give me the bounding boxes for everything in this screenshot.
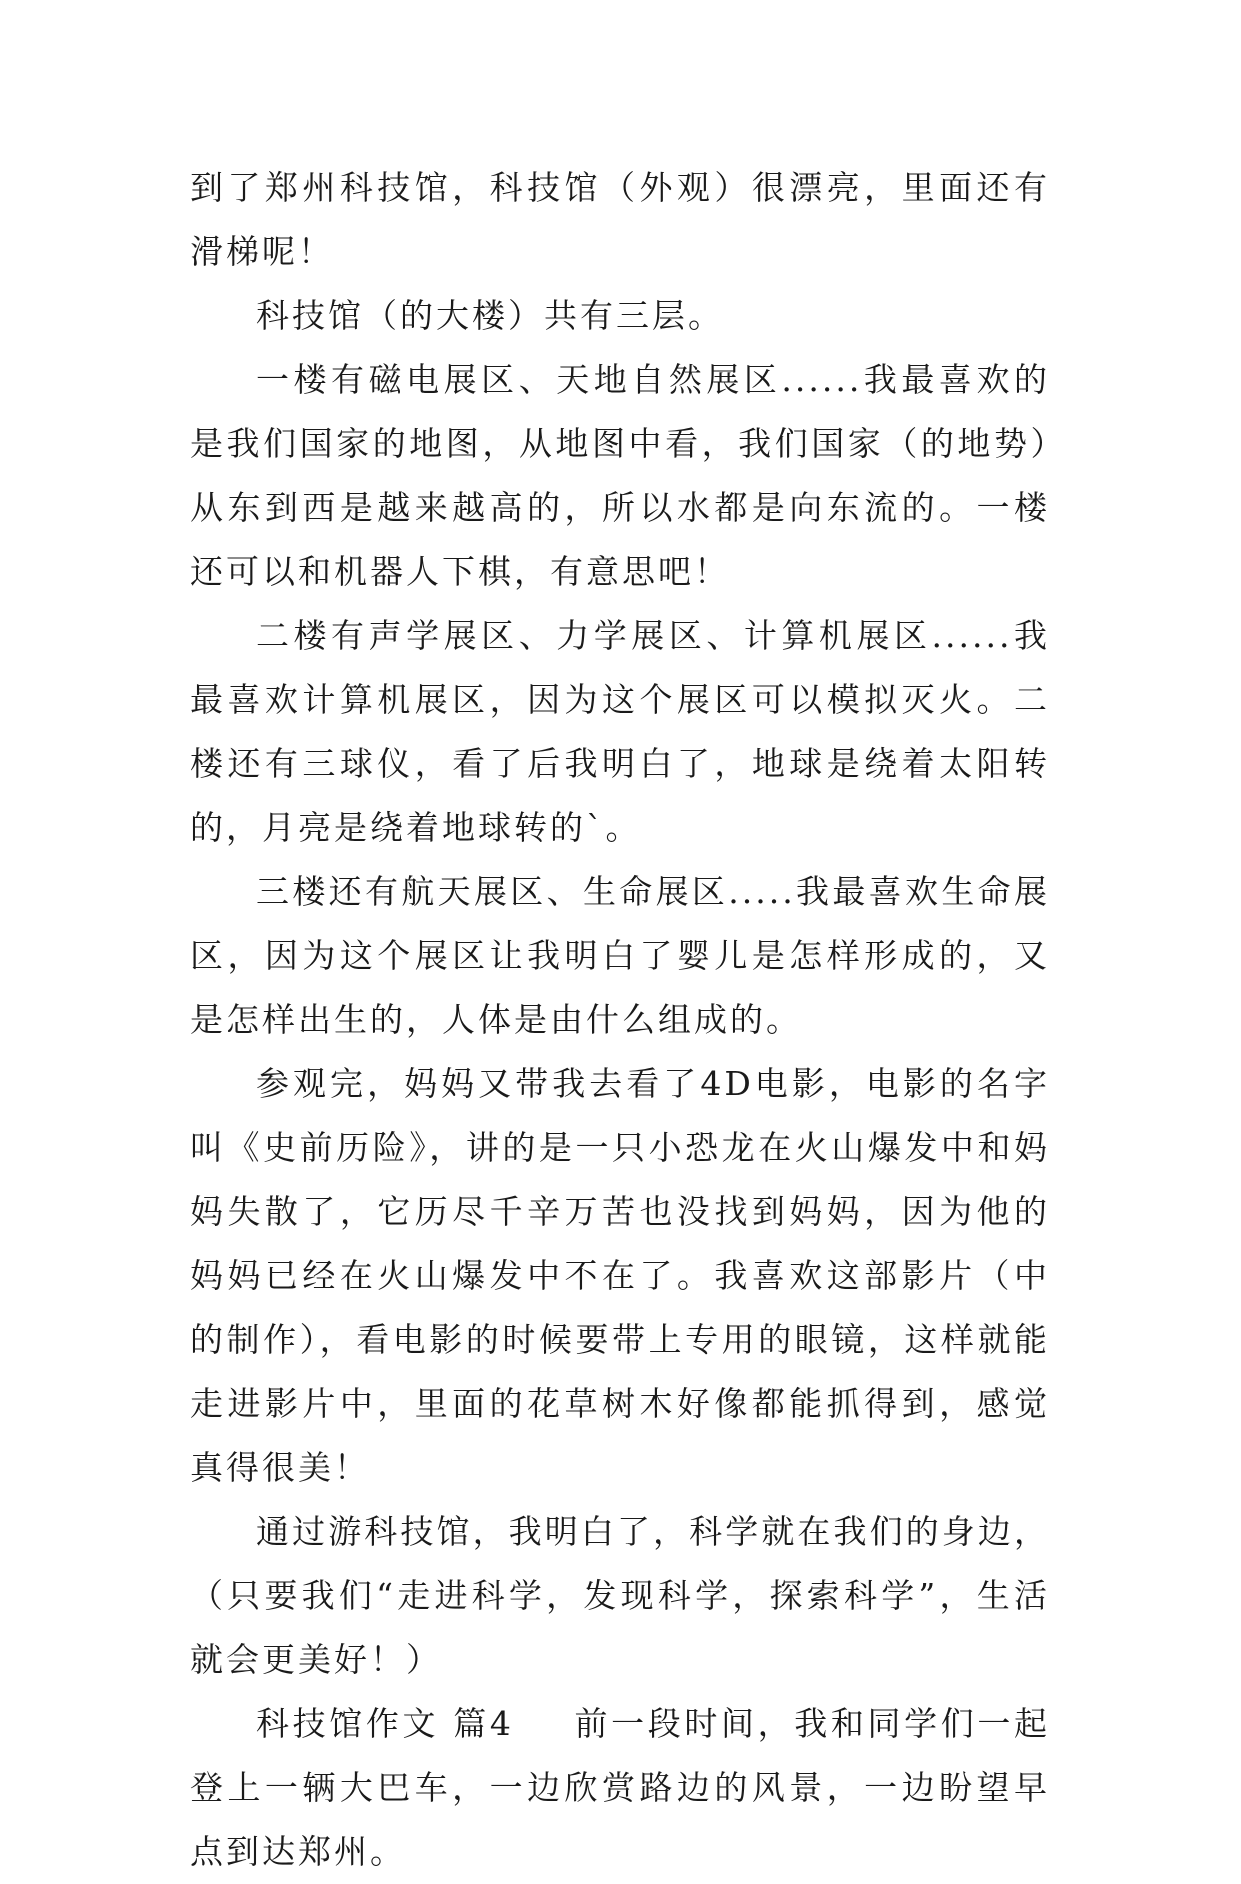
paragraph-3: 一楼有磁电展区、天地自然展区......我最喜欢的是我们国家的地图，从地图中看，我们国家（的地势）从东到西是越来越高的，所以水都是向东流的。一楼还可以和机器人下棋，有意思吧！ [190,360,1050,591]
paragraph-7: 通过游科技馆，我明白了，科学就在我们的身边，（只要我们“走进科学，发现科学，探索科学”，生活就会更美好！） [190,1512,1050,1679]
section-first-paragraph: 前一段时间，我和同学们一起登上一辆大巴车，一边欣赏路边的风景，一边盼望早点到达郑州。 [190,1704,1050,1871]
document-body [190,156,1050,1884]
paragraph-2: 科技馆（的大楼）共有三层。 [256,296,724,335]
paragraph-6: 参观完，妈妈又带我去看了4D电影，电影的名字叫《史前历险》，讲的是一只小恐龙在火山爆发中和妈妈失散了，它历尽千辛万苦也没找到妈妈，因为他的妈妈已经在火山爆发中不在了。我喜欢这部影片（中的制作），看电影的时候要带上专用的眼镜，这样就能走进影片中，里面的花草树木好像都能抓得到，感觉真得很美！ [190,1064,1050,1487]
paragraph-5: 三楼还有航天展区、生命展区.....我最喜欢生命展区，因为这个展区让我明白了婴儿是怎样形成的，又是怎样出生的，人体是由什么组成的。 [190,872,1050,1039]
paragraph-4: 二楼有声学展区、力学展区、计算机展区......我最喜欢计算机展区，因为这个展区可以模拟灭火。二楼还有三球仪，看了后我明白了，地球是绕着太阳转的，月亮是绕着地球转的`。 [190,616,1050,847]
paragraph-1: 到了郑州科技馆，科技馆（外观）很漂亮，里面还有滑梯呢！ [190,168,1050,271]
section-paragraph [190,1692,1050,1884]
section-heading: 科技馆作文 篇4 [256,1704,514,1743]
